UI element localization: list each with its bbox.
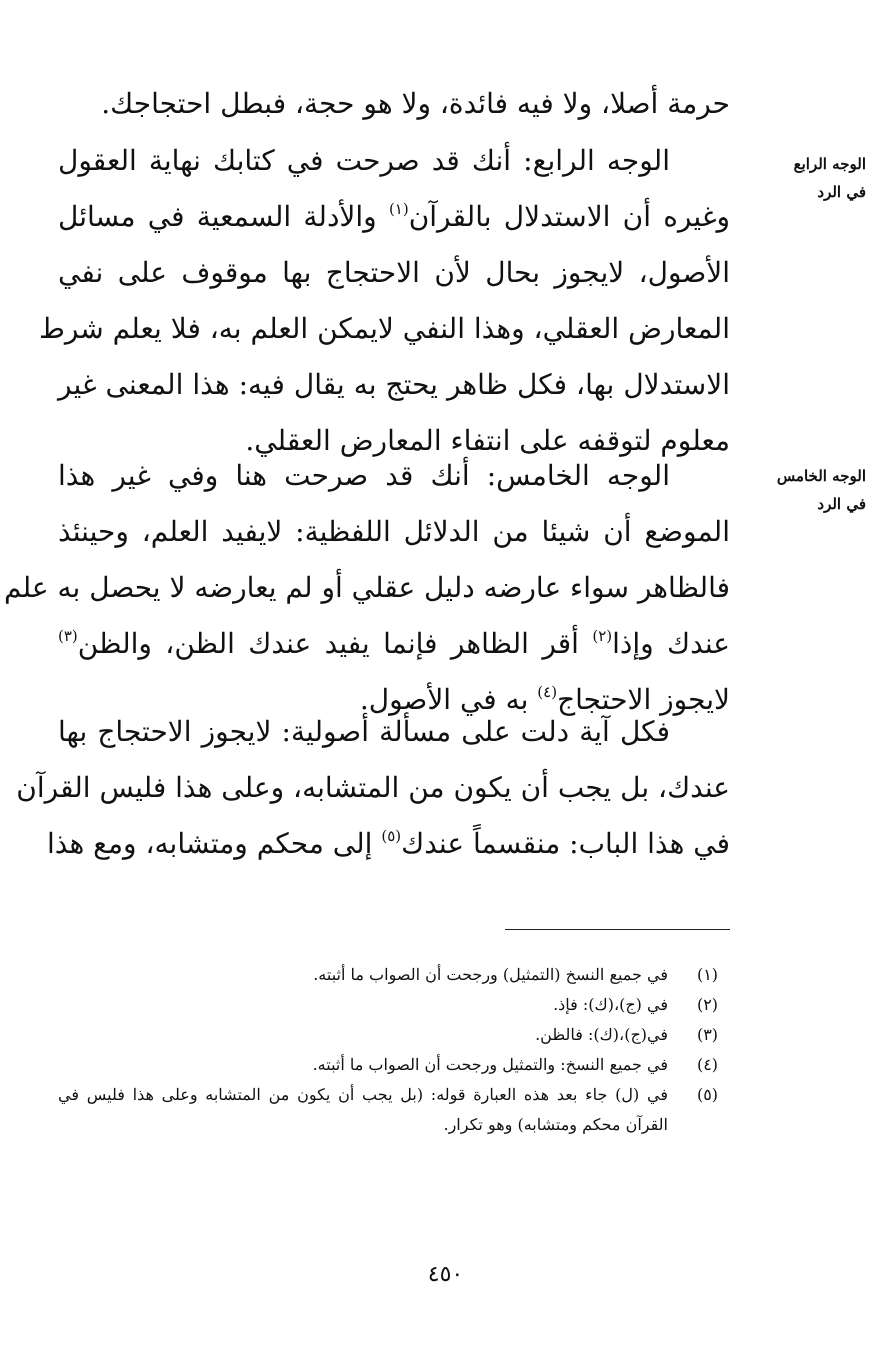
footnote	[58, 1080, 730, 1140]
text-segment: أقر الظاهر فإنما يفيد عندك الظن، والظن	[77, 627, 593, 660]
paragraph-fourth-aspect	[38, 133, 730, 469]
margin-note-fourth-aspect: الوجه الرابع في الرد	[793, 155, 866, 201]
footnote-ref: (٤)	[537, 683, 558, 701]
footnote-number: (٢)	[696, 995, 719, 1014]
text-segment: إلى محكم ومتشابه، ومع هذا	[47, 827, 382, 860]
footnote-number: (٥)	[696, 1085, 719, 1104]
text-line: عندك، بل يجب أن يكون من المتشابه، وعلى هذا فليس القرآن	[16, 771, 730, 804]
footnote-number: (١)	[696, 965, 719, 984]
text-segment: لايجوز الاحتجاج	[557, 683, 730, 716]
text-segment: في هذا الباب: منقسماً عندك	[401, 827, 730, 860]
footnote-text: في(ج)،(ك): فالظن.	[535, 1025, 668, 1044]
paragraph-continuation	[58, 76, 730, 132]
text-segment: وغيره أن الاستدلال بالقرآن	[408, 200, 730, 233]
footnote-text: في (ج)،(ك): فإذ.	[553, 995, 668, 1014]
text-line: فكل آية دلت على مسألة أصولية: لايجوز الاحتجاج بها	[58, 715, 670, 748]
footnote-number: (٤)	[696, 1055, 719, 1074]
text-line: المعارض العقلي، وهذا النفي لايمكن العلم به، فلا يعلم شرط	[38, 312, 730, 345]
footnote	[58, 1020, 730, 1050]
margin-note-fifth-aspect: الوجه الخامس في الرد	[776, 467, 866, 513]
footnotes	[58, 960, 730, 1140]
text-line: معلوم لتوقفه على انتفاء المعارض العقلي.	[245, 424, 730, 457]
text-line: الاستدلال بها، فكل ظاهر يحتج به يقال فيه: هذا المعنى غير	[58, 368, 730, 401]
text-line	[58, 189, 730, 245]
paragraph-fifth-aspect	[4, 448, 730, 728]
footnote	[58, 1050, 730, 1080]
footnote	[58, 960, 730, 990]
text-line	[58, 616, 730, 672]
text-segment: والأدلة السمعية في مسائل	[58, 200, 389, 233]
text-segment: عندك وإذا	[612, 627, 730, 660]
footnote-separator	[505, 929, 730, 930]
page-number: ٤٥٠	[427, 1262, 464, 1287]
footnote-ref: (١)	[388, 200, 409, 218]
text-line: حرمة أصلا، ولا فيه فائدة، ولا هو حجة، فبطل احتجاجك.	[101, 87, 730, 120]
footnote-ref: (٢)	[592, 627, 613, 645]
footnote-text: في (ل) جاء بعد هذه العبارة قوله: (بل يجب أن يكون من المتشابه وعلى هذا فليس في القرآن محكم ومتشابه) وهو تكرار.	[58, 1085, 668, 1134]
text-line: الوجه الرابع: أنك قد صرحت في كتابك نهاية العقول	[58, 144, 670, 177]
footnote-ref: (٣)	[58, 627, 78, 645]
footnote-text: في جميع النسخ: والتمثيل ورجحت أن الصواب ما أثبته.	[312, 1055, 668, 1074]
text-line: الأصول، لايجوز بحال لأن الاحتجاج بها موقوف على نفي	[58, 256, 730, 289]
text-line	[47, 816, 730, 872]
text-line: الموضع أن شيئا من الدلائل اللفظية: لايفيد العلم، وحينئذ	[58, 515, 730, 548]
footnote-text: في جميع النسخ (التمثيل) ورجحت أن الصواب ما أثبته.	[313, 965, 668, 984]
text-line: الوجه الخامس: أنك قد صرحت هنا وفي غير هذا	[58, 459, 670, 492]
footnote-ref: (٥)	[381, 827, 402, 845]
paragraph-conclusion	[16, 704, 730, 872]
footnote-number: (٣)	[696, 1025, 719, 1044]
text-line: فالظاهر سواء عارضه دليل عقلي أو لم يعارضه لا يحصل به علم	[4, 571, 730, 604]
footnote	[58, 990, 730, 1020]
text-segment: به في الأصول.	[359, 683, 538, 716]
